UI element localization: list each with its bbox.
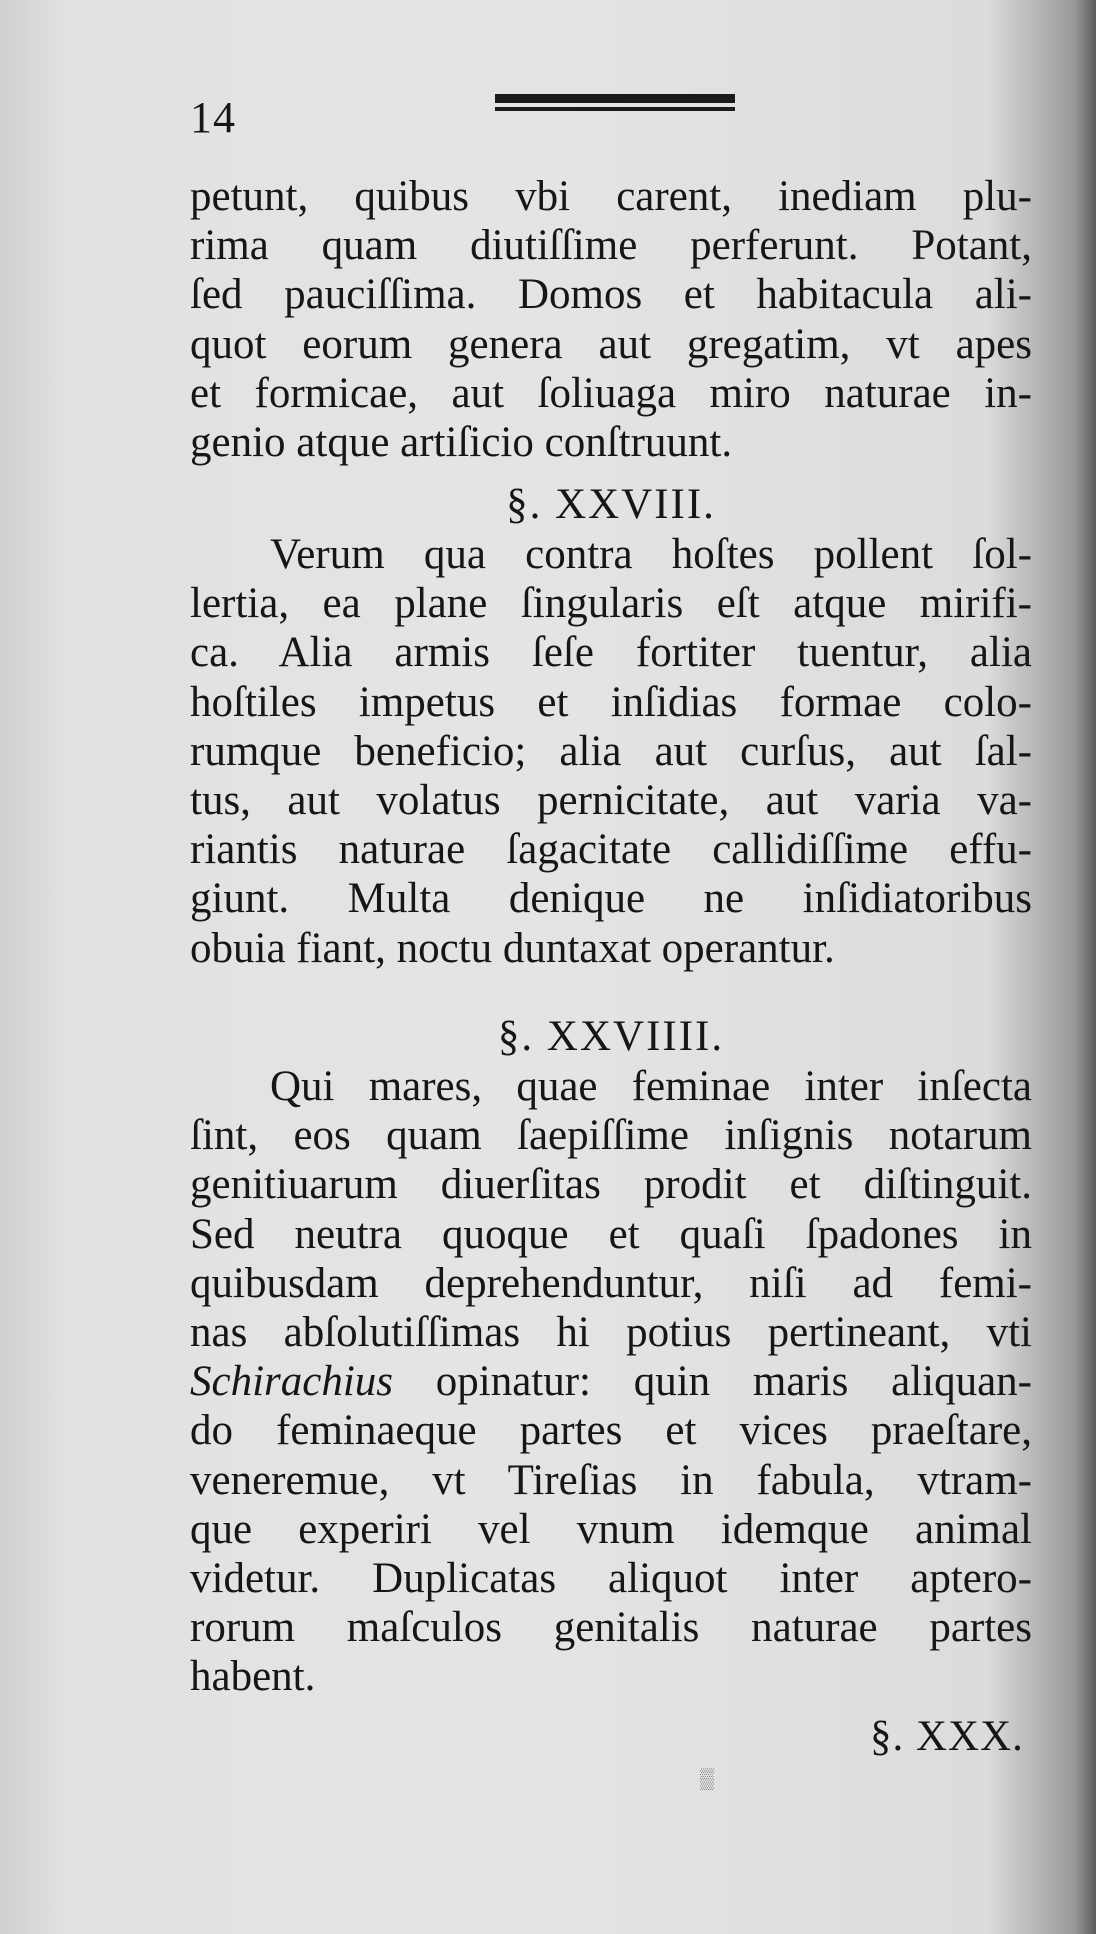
text-line: giunt. Multa denique ne inſidiatoribus [190, 875, 1032, 923]
text-line: ca. Alia armis ſeſe fortiter tuentur, alia [190, 629, 1032, 677]
text-line: genio atque artiſicio conſtruunt. [190, 419, 733, 467]
text-line: ſint, eos quam ſaepiſſime inſignis notarum [190, 1112, 1032, 1160]
section-heading-xxviiii: §. XXVIIII. [497, 1013, 725, 1060]
text-line: videtur. Duplicatas aliquot inter aptero- [190, 1555, 1032, 1603]
header-rule-thin [495, 107, 735, 111]
text-line: nas abſolutiſſimas hi potius pertineant, vti [190, 1309, 1032, 1357]
text-line: genitiuarum diuerſitas prodit et diſtinguit. [190, 1161, 1032, 1209]
text-line: ſed pauciſſima. Domos et habitacula ali- [190, 271, 1032, 319]
section-heading-xxviii: §. XXVIII. [506, 481, 716, 528]
text-line: obuia fiant, noctu duntaxat operantur. [190, 924, 835, 972]
text-line: quibusdam deprehenduntur, niſi ad femi- [190, 1259, 1032, 1307]
text-line: tus, aut volatus pernicitate, aut varia va- [190, 777, 1032, 825]
header-rule-thick [495, 94, 735, 103]
text-line: quot eorum genera aut gregatim, vt apes [190, 320, 1032, 368]
text-line: riantis naturae ſagacitate callidiſſime effu- [190, 826, 1032, 874]
text-line: veneremue, vt Tireſias in fabula, vtram- [190, 1456, 1032, 1504]
ink-smudge-mark: ▒ [700, 1768, 715, 1790]
catchword: §. XXX. [870, 1713, 1024, 1760]
header-rule [495, 92, 735, 116]
text-line-with-italic [190, 1357, 1032, 1406]
paragraph-1 [190, 172, 1032, 467]
paragraph-2 [190, 530, 1032, 973]
text-line: Sed neutra quoque et quaſi ſpadones in [190, 1210, 1032, 1258]
text-line: rima quam diutiſſime perferunt. Potant, [190, 222, 1032, 270]
text-line: do feminaeque partes et vices praeſtare, [190, 1407, 1032, 1455]
paragraph-3 [190, 1062, 1032, 1702]
text-line: Verum qua contra hoſtes pollent ſol- [270, 531, 1032, 578]
page-number: 14 [190, 93, 236, 142]
text-line: rorum maſculos genitalis naturae partes [190, 1604, 1032, 1652]
text-line: Qui mares, quae feminae inter inſecta [270, 1063, 1032, 1110]
text-line: lertia, ea plane ſingularis eſt atque mirifi- [190, 580, 1032, 628]
text-line: hoſtiles impetus et inſidias formae colo- [190, 678, 1032, 726]
text-line: habent. [190, 1653, 316, 1701]
text-line: que experiri vel vnum idemque animal [190, 1505, 1032, 1553]
italic-author-name: Schirachius [190, 1358, 394, 1406]
text-line: rumque beneficio; alia aut curſus, aut ſal- [190, 727, 1032, 775]
text-line-rest: opinatur: quin maris aliquan- [393, 1358, 1032, 1406]
text-line: et formicae, aut ſoliuaga miro naturae in- [190, 369, 1032, 417]
text-line: petunt, quibus vbi carent, inediam plu- [190, 173, 1032, 220]
